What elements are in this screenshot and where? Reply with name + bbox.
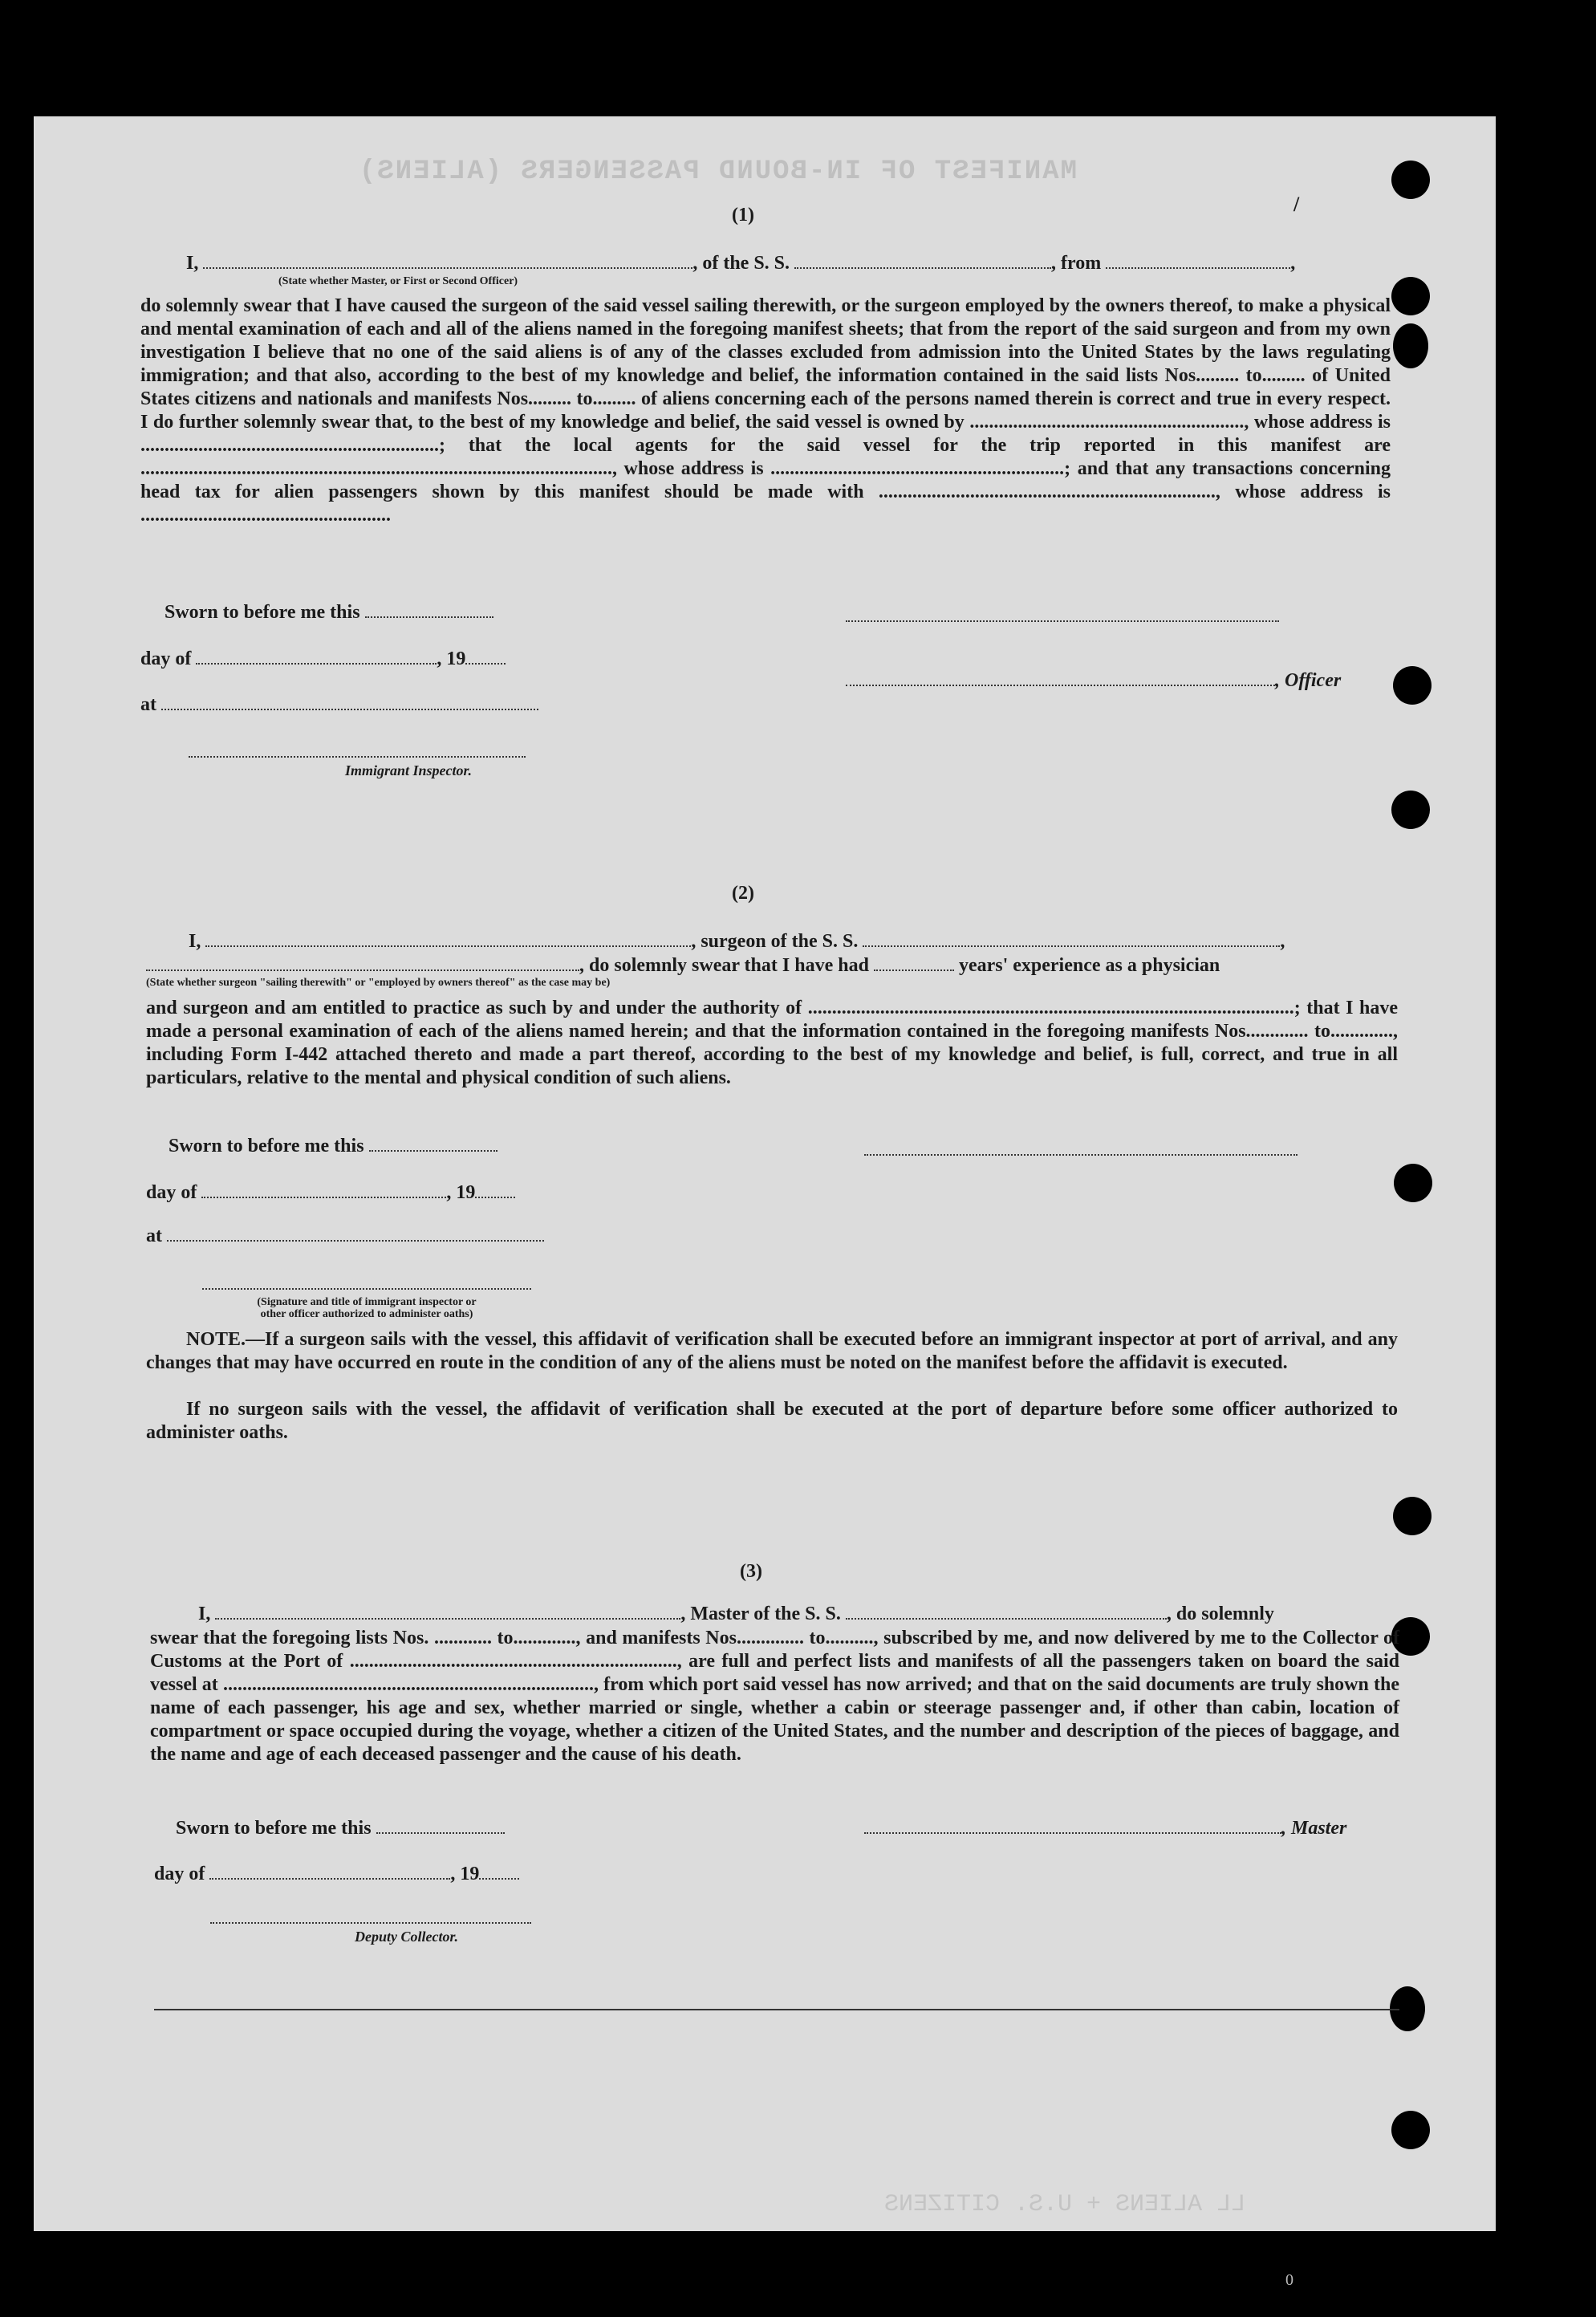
section1-paragraph: do solemnly swear that I have caused the surgeon of the said vessel sailing therewith, or the surgeon employed by the owners thereof, to make a physical and mental examination of each and all of the aliens named in the foregoing manifest sheets; that from the report of the said surgeon and from my own investigation I believe that no one of the said aliens is of any of the classes excluded from admission into the United States by the laws regulating immigration; and that also, according to the best of my knowledge and belief, the information contained in the said lists Nos......... to......... of United States citizens and nationals and manifests Nos......... to......... of aliens concerning each of the persons named therein is correct and true in every respect. I do further solemnly swear that, to the best of my knowledge and belief, the said vessel is owned by ........................................................., whose address is ..............................................................; that the local agents for the said vessel for the trip reported in this manifest are .................................................................................................., whose address is .............................................................; and that any transactions concerning head tax for alien passengers shown by this manifest should be made with ......................................................................, whose address is .................................................... xyxy=(140,295,1391,526)
section1-line1: I, , of the S. S. , from , xyxy=(186,253,1296,274)
section1-at: at xyxy=(140,694,538,716)
bleed-through-text: MANIFEST OF IN-BOUND PASSENGERS (ALIENS) xyxy=(357,156,1077,187)
section1-day-of: day of , 19 xyxy=(140,648,506,670)
immigrant-inspector-label: Immigrant Inspector. xyxy=(345,762,473,778)
section2-sworn: Sworn to before me this xyxy=(169,1136,497,1157)
section3-paragraph: swear that the foregoing lists Nos. ............ to............., and manifests Nos.............. to.........., subscribed by me, and now delivered by me to the Collector of Customs at the Port of ...................................................................., are full and perfect lists and manifests of all the passengers taken on board the said vessel at ............................................................................., from which port said vessel has now arrived; and that on the said documents are truly shown the name of each passenger, his age and sex, whether married or single, whether a cabin or steerage passenger and, if other than cabin, location of compartment or space occupied during the voyage, whether a citizen of the United States, and the number and description of the pieces of baggage, and the name and age of each deceased passenger and the cause of his death. xyxy=(150,1628,1399,1765)
deputy-collector-label: Deputy Collector. xyxy=(355,1929,458,1945)
section1-heading: (1) xyxy=(732,205,754,226)
section2-note2: If no surgeon sails with the vessel, the affidavit of verification shall be executed at the port of departure before some officer authorized to administer oaths. xyxy=(146,1399,1398,1443)
section1-sworn: Sworn to before me this xyxy=(164,602,493,624)
surgeon-signature-line xyxy=(864,1154,1298,1156)
punch-hole xyxy=(1391,2111,1430,2149)
bleed-through-text-bottom: LL ALIENS + U.S. CITIZENS xyxy=(884,2191,1246,2218)
inspector-signature-line xyxy=(189,756,526,758)
section3-day-of: day of , 19 xyxy=(154,1864,519,1885)
section2-caption: (State whether surgeon "sailing therewith" or "employed by owners thereof" as the case may be) xyxy=(146,977,611,989)
section3-heading: (3) xyxy=(740,1561,762,1582)
section2-line1: I, , surgeon of the S. S. , xyxy=(189,931,1285,952)
punch-hole xyxy=(1391,161,1430,199)
section3-line1: I, , Master of the S. S. , do solemnly xyxy=(198,1604,1274,1624)
officer-signature-line xyxy=(846,620,1279,622)
section3-sworn: Sworn to before me this xyxy=(176,1818,505,1839)
section2-line2: , do solemnly swear that I have had years' experience as a physician xyxy=(146,955,1220,977)
section1-officer: , Officer xyxy=(846,670,1341,692)
section2-heading: (2) xyxy=(732,883,754,904)
punch-hole xyxy=(1393,323,1428,368)
form-sheet xyxy=(34,116,1496,2231)
page-number: 0 xyxy=(1285,2271,1293,2289)
bottom-rule xyxy=(154,2009,1399,2010)
punch-hole xyxy=(1391,791,1430,829)
punch-hole xyxy=(1394,1164,1432,1202)
section2-day-of: day of , 19 xyxy=(146,1182,515,1204)
punch-hole xyxy=(1393,666,1432,705)
section2-paragraph: and surgeon and am entitled to practice as such by and under the authority of .....................................................................................................; that I have made a personal examination of each of the aliens named herein; and that the information contained in the foregoing manifests Nos............. to............., including Form I-442 attached thereto and made a part thereof, according to the best of my knowledge and belief, is full, correct, and true in all particulars, relative to the mental and physical condition of such aliens. xyxy=(146,998,1398,1088)
section2-at: at xyxy=(146,1226,544,1247)
section2-note1: NOTE.—If a surgeon sails with the vessel, this affidavit of verification shall be executed before an immigrant inspector at port of arrival, and any changes that may have occurred en route in the condition of any of the aliens must be noted on the manifest before the affidavit is executed. xyxy=(146,1329,1398,1373)
section2-sig-caption-1: (Signature and title of immigrant inspector or xyxy=(257,1296,477,1308)
section1-caption: (State whether Master, or First or Second Officer) xyxy=(278,275,518,287)
punch-hole xyxy=(1391,277,1430,315)
section2-signature-line xyxy=(202,1288,531,1290)
collector-signature-line xyxy=(210,1922,531,1924)
punch-hole xyxy=(1393,1497,1432,1535)
handwritten-mark: / xyxy=(1293,193,1300,216)
section3-master: , Master xyxy=(864,1818,1346,1839)
section2-sig-caption-2: other officer authorized to administer oaths) xyxy=(260,1308,473,1320)
